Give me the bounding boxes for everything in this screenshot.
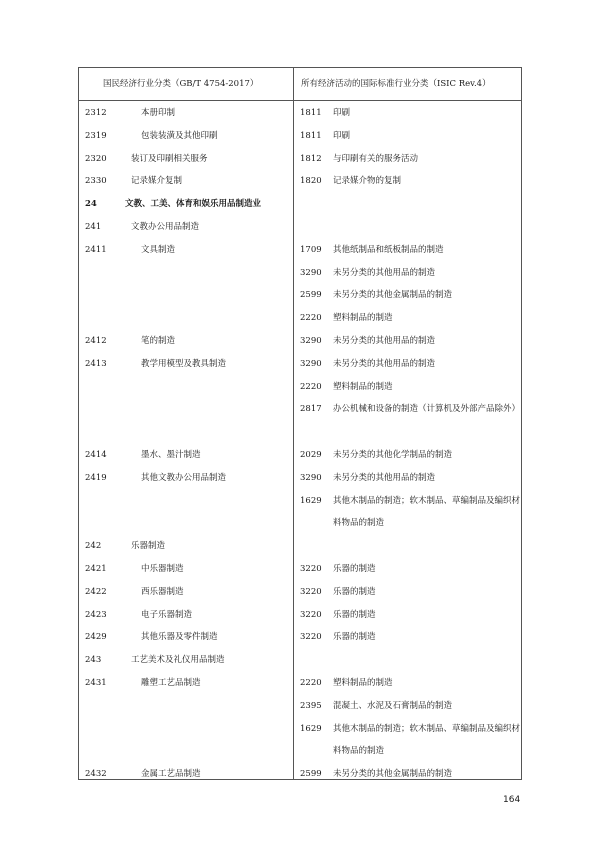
isic-code: 2029	[300, 449, 322, 460]
isic-name: 乐器的制造	[333, 586, 376, 597]
industry-name: 文教、工美、体育和娱乐用品制造业	[125, 199, 262, 210]
isic-name: 其他纸制品和纸板制品的制造	[333, 244, 444, 255]
isic-name: 乐器的制造	[333, 632, 376, 643]
table-row	[78, 306, 522, 329]
isic-name: 乐器的制造	[333, 609, 376, 620]
industry-name: 金属工艺品制造	[141, 769, 201, 780]
table-row	[78, 283, 522, 306]
table-row	[78, 580, 522, 603]
table-body	[78, 101, 522, 785]
isic-name: 混凝土、水泥及石膏制品的制造	[333, 700, 453, 711]
industry-name: 其他文教办公用品制造	[141, 472, 227, 483]
isic-code: 1709	[300, 244, 322, 255]
isic-name: 未另分类的其他金属制品的制造	[333, 769, 453, 780]
table-row	[78, 534, 522, 557]
isic-code: 3220	[300, 632, 322, 643]
table-row	[78, 397, 522, 443]
industry-code: 2419	[85, 472, 107, 483]
header-right: 所有经济活动的国际标准行业分类（ISIC Rev.4）	[301, 79, 491, 89]
industry-code: 2429	[85, 632, 107, 643]
table-row	[78, 329, 522, 352]
isic-code: 2395	[300, 700, 322, 711]
industry-name: 雕塑工艺品制造	[141, 677, 201, 688]
table-row	[78, 215, 522, 238]
isic-name: 记录媒介物的复制	[333, 176, 402, 187]
isic-name: 印刷	[333, 108, 351, 118]
industry-code: 2411	[85, 244, 107, 255]
isic-name: 印刷	[333, 130, 351, 141]
industry-code: 2422	[85, 586, 107, 597]
industry-code: 2330	[85, 176, 107, 187]
isic-name: 塑料制品的制造	[333, 677, 393, 688]
isic-code: 2817	[300, 404, 322, 415]
isic-name: 未另分类的其他金属制品的制造	[333, 290, 453, 301]
table-row	[78, 443, 522, 466]
industry-name: 中乐器制造	[141, 563, 184, 574]
isic-name: 其他木制品的制造；软木制品、草编制品及编织材料物品的制造	[333, 495, 521, 528]
isic-code: 3290	[300, 267, 322, 278]
isic-name: 未另分类的其他用品的制造	[333, 472, 436, 483]
industry-name: 文具制造	[141, 244, 176, 255]
industry-code: 2432	[85, 769, 107, 780]
table-row	[78, 603, 522, 626]
isic-code: 3220	[300, 586, 322, 597]
isic-code: 1629	[300, 723, 322, 734]
table-row	[78, 762, 522, 785]
industry-name: 记录媒介复制	[131, 176, 183, 187]
industry-name: 笔的制造	[141, 335, 176, 346]
isic-name: 未另分类的其他用品的制造	[333, 335, 436, 346]
table-row	[78, 147, 522, 170]
table-row	[78, 375, 522, 398]
industry-name: 包装装潢及其他印刷	[141, 130, 218, 141]
table-row	[78, 489, 522, 535]
industry-name: 西乐器制造	[141, 586, 184, 597]
table-row	[78, 717, 522, 763]
table-row	[78, 124, 522, 147]
table-row	[78, 352, 522, 375]
industry-name: 装订及印刷相关服务	[131, 153, 208, 164]
isic-name: 与印刷有关的服务活动	[333, 153, 419, 164]
industry-code: 242	[85, 541, 102, 552]
header-left: 国民经济行业分类（GB/T 4754-2017）	[103, 79, 259, 89]
industry-name: 文教办公用品制造	[131, 221, 200, 232]
isic-code: 3220	[300, 609, 322, 620]
table-row	[78, 671, 522, 694]
industry-name: 墨水、墨汁制造	[141, 449, 201, 460]
industry-code: 2423	[85, 609, 107, 620]
isic-code: 2220	[300, 381, 322, 392]
industry-name: 工艺美术及礼仪用品制造	[131, 655, 225, 666]
industry-name: 本册印制	[141, 108, 176, 118]
industry-code: 2412	[85, 335, 107, 346]
industry-code: 2421	[85, 563, 107, 574]
table-row	[78, 648, 522, 671]
isic-name: 乐器的制造	[333, 563, 376, 574]
table-row	[78, 101, 522, 124]
page-number: 164	[503, 795, 521, 805]
industry-code: 2414	[85, 449, 107, 460]
isic-code: 3290	[300, 358, 322, 369]
table-row	[78, 466, 522, 489]
industry-name: 乐器制造	[131, 541, 166, 552]
isic-code: 3220	[300, 563, 322, 574]
industry-name: 教学用模型及教具制造	[141, 358, 227, 369]
isic-name: 未另分类的其他用品的制造	[333, 358, 436, 369]
industry-code: 2319	[85, 130, 107, 141]
industry-code: 241	[85, 221, 102, 232]
isic-code: 1811	[300, 130, 322, 141]
isic-name: 未另分类的其他化学制品的制造	[333, 449, 453, 460]
industry-name: 其他乐器及零件制造	[141, 632, 218, 643]
table-row	[78, 238, 522, 261]
table-row	[78, 625, 522, 648]
isic-code: 3290	[300, 335, 322, 346]
isic-code: 1820	[300, 176, 322, 187]
isic-name: 塑料制品的制造	[333, 313, 393, 324]
isic-code: 2220	[300, 313, 322, 324]
isic-code: 3290	[300, 472, 322, 483]
industry-code: 2312	[85, 108, 107, 118]
table-row	[78, 557, 522, 580]
industry-code: 2413	[85, 358, 107, 369]
industry-code: 2431	[85, 677, 107, 688]
isic-name: 未另分类的其他用品的制造	[333, 267, 436, 278]
industry-code: 2320	[85, 153, 107, 164]
table-row	[78, 261, 522, 284]
isic-name: 其他木制品的制造；软木制品、草编制品及编织材料物品的制造	[333, 723, 521, 756]
table-row	[78, 694, 522, 717]
isic-code: 2599	[300, 290, 322, 301]
isic-name: 塑料制品的制造	[333, 381, 393, 392]
isic-code: 2599	[300, 769, 322, 780]
isic-code: 1812	[300, 153, 322, 164]
table-row	[78, 192, 522, 215]
industry-code: 24	[85, 199, 97, 210]
isic-code: 2220	[300, 677, 322, 688]
table-row	[78, 169, 522, 192]
isic-name: 办公机械和设备的制造（计算机及外部产品除外）	[333, 404, 521, 415]
industry-code: 243	[85, 655, 102, 666]
isic-code: 1629	[300, 495, 322, 506]
isic-code: 1811	[300, 108, 322, 118]
industry-name: 电子乐器制造	[141, 609, 193, 620]
